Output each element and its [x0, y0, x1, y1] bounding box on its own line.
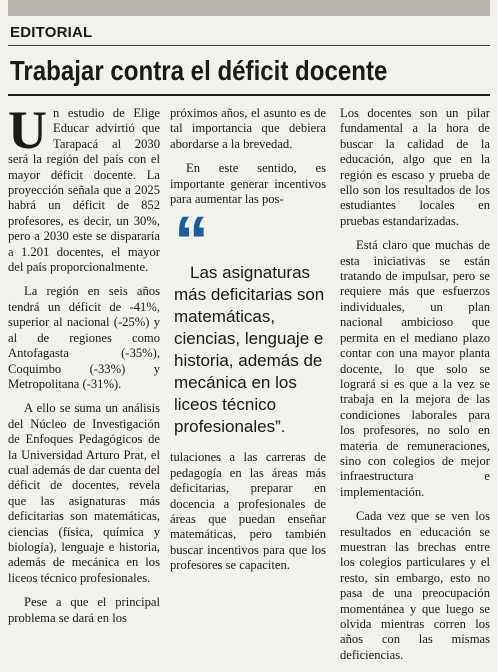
column-2 — [170, 106, 326, 583]
section-divider — [8, 45, 490, 46]
drop-cap: U — [8, 100, 47, 160]
paragraph: Cada vez que se ven los resultados en educación se muestran las brechas entre los colegios particulares y el resto, sin embargo, esto no pasa de una preocupación momentánea y que luego se olvida mientras corren los años con las mismas deficiencias. — [340, 509, 490, 662]
pull-quote-text: Las asignaturas más deficitarias son matemáticas, ciencias, lenguaje e historia, además de mecánica en los liceos técnico profesionales”. — [174, 263, 325, 437]
pull-quote — [170, 202, 326, 438]
headline: Trabajar contra el déficit docente — [10, 55, 388, 86]
paragraph — [8, 100, 160, 275]
paragraph: Pese a que el principal problema se dará en los — [8, 595, 160, 625]
headline-divider — [8, 94, 490, 96]
column-1 — [8, 100, 160, 635]
section-label: EDITORIAL — [10, 24, 93, 41]
paragraph: Los docentes son un pilar fundamental a la hora de buscar la calidad de la educación, algo que en la región es escaso y prueba de ello son los resultados de los estudiantes locales en pruebas estandarizadas. — [340, 106, 490, 228]
paragraph: A ello se suma un análisis del Núcleo de Investigación de Enfoques Pedagógicos de la Universidad Arturo Prat, el cual además de dar cuenta del déficit de docentes, revela que las asignaturas más deficitarias son matemáticas, ciencias (física, química y biología), lenguaje e historia, además de mecánica en los liceos técnico profesionales. — [8, 401, 160, 585]
paragraph: tulaciones a las carreras de pedagogía en las áreas más deficitarias, preparar en docencia a profesionales de áreas que puedan enseñar matemáticas, pero también buscar incentivos para que los profesores se capaciten. — [170, 450, 326, 573]
paragraph: La región en seis años tendrá un déficit de -41%, superior al nacional (-25%) y al de regiones como Antofagasta (-35%), Coquimbo (-33%) y Metropolitana (-31%). — [8, 284, 160, 391]
paragraph-text: n estudio de Elige Educar advirtió que Tarapacá al 2030 será la región del país con el mayor déficit docente. La proyección señala que a 2025 habrá un déficit de 852 profesores, es decir, un 30%, pero a 2030 este se dispararía a 1.201 docentes, el mayor del país proporcionalmente. — [8, 106, 160, 275]
paragraph: próximos años, el asunto es de tal importancia que debiera abordarse a la brevedad. — [170, 106, 326, 151]
quote-mark-icon: “ — [174, 202, 209, 281]
top-gray-band — [8, 0, 490, 16]
paragraph: Está claro que muchas de esta iniciativas se están tratando de impulsar, pero se requiere más que esfuerzos individuales, un plan nacional ambicioso que permita en el mediano plazo contar con una mayor planta docente, lo que solo se logrará si es que a la vez se trabaja en la mejora de las condiciones laborales para los profesores, no solo en materia de remuneraciones, sino con colegios de mejor infraestructura e implementación. — [340, 238, 490, 499]
column-3 — [340, 106, 490, 672]
paragraph: En este sentido, es importante generar incentivos para aumentar las pos- — [170, 161, 326, 207]
